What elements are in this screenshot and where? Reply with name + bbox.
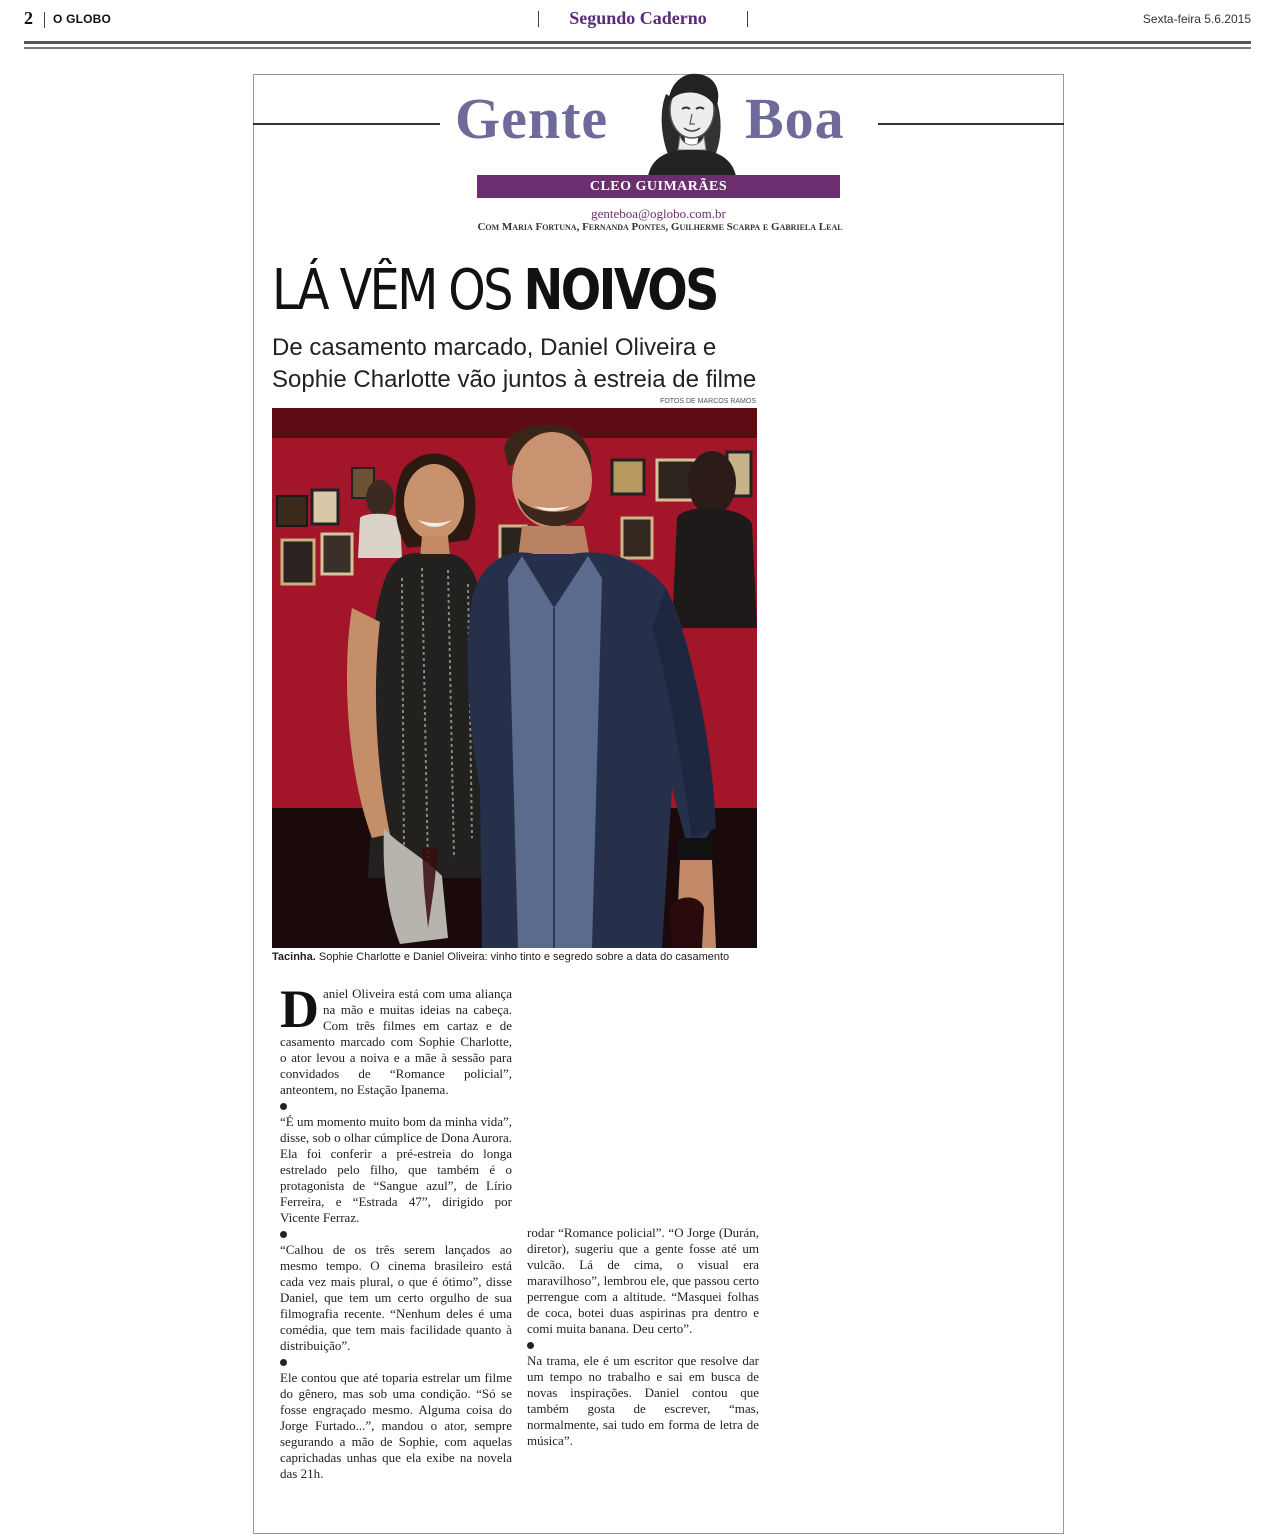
header-rule	[24, 47, 1251, 49]
caption-text: Sophie Charlotte e Daniel Oliveira: vinho tinto e segredo sobre a data do casamento	[315, 951, 730, 963]
section-name: Segundo Caderno	[538, 8, 738, 29]
bullet-separator	[280, 1359, 287, 1366]
page-header	[24, 8, 1251, 32]
paragraph: “Calhou de os três serem lançados ao mesmo tempo. O cinema brasileiro está cada vez mais plural, o que é ótimo”, disse Daniel, que tem um certo orgulho de sua filmografia recente. “Nenhum deles é uma comédia, que tem mais facilidade quanto à distribuição”.	[280, 1242, 512, 1353]
masthead-rule-left	[253, 123, 440, 125]
contributors-line: Com Maria Fortuna, Fernanda Pontes, Guilherme Scarpa e Gabriela Leal	[477, 221, 843, 233]
couple-photo	[272, 408, 757, 948]
caption-label: Tacinha.	[272, 951, 316, 963]
newspaper-name: O GLOBO	[53, 12, 112, 26]
headline-light: LÁ VÊM OS	[272, 258, 524, 323]
columnist-byline: CLEO GUIMARÃES	[477, 175, 840, 198]
article-column-1	[280, 979, 512, 1482]
article-column-2	[527, 1225, 759, 1449]
paragraph: Na trama, ele é um escritor que resolve dar um tempo no trabalho e sai em busca de novas inspirações. Daniel contou que também gosta de escrever, “mas, normalmente, sai tudo em forma de letra de música”.	[527, 1353, 759, 1448]
bullet-separator	[280, 1103, 287, 1110]
columnist-portrait	[636, 64, 744, 176]
page-number: 2	[24, 8, 33, 28]
issue-date: Sexta-feira 5.6.2015	[1142, 12, 1251, 26]
photo-caption	[272, 951, 752, 963]
photo-credit: FOTOS DE MARCOS RAMOS	[660, 398, 756, 405]
divider	[44, 12, 45, 28]
column-title-left: Gente	[455, 86, 609, 151]
paragraph: “É um momento muito bom da minha vida”, disse, sob o olhar cúmplice de Dona Aurora. Ela foi conferir a pré-estreia do longa estrelado pelo filho, que também é o protagonista de “Sangue azul”, de Lírio Ferreira, e “Estrada 47”, dirigido por Vicente Ferraz.	[280, 1114, 512, 1225]
masthead-rule-right	[878, 123, 1064, 125]
bullet-separator	[280, 1231, 287, 1238]
header-rule	[24, 41, 1251, 44]
paragraph: Ele contou que até toparia estrelar um filme do gênero, mas sob uma condição. “Só se fosse engraçado mesmo. Alguma coisa do Jorge Furtado...”, mandou o ator, sempre segurando a mão de Sophie, com aquelas caprichadas unhas que ela exibe na novela das 21h.	[280, 1370, 512, 1481]
article-headline	[272, 258, 717, 323]
paragraph: rodar “Romance policial”. “O Jorge (Durán, diretor), sugeriu que a gente fosse até um vulcão. Lá de cima, o visual era maravilhoso”, lembrou ele, que passou certo perrengue com a altitude. “Masquei folhas de coca, botei duas aspirinas pra dentro e comi muita banana. Deu certo”.	[527, 1225, 759, 1336]
paragraph-text: aniel Oliveira está com uma aliança na mão e muitas ideias na cabeça. Com três filmes em cartaz e de casamento marcado com Sophie Charlotte, o ator levou a noiva e a mãe à sessão para convidados de “Romance policial”, anteontem, no Estação Ipanema.	[280, 986, 512, 1097]
headline-bold: NOIVOS	[523, 258, 717, 323]
drop-cap: D	[280, 979, 319, 1039]
article-deck: De casamento marcado, Daniel Oliveira e Sophie Charlotte vão juntos à estreia de filme	[272, 334, 757, 393]
column-email[interactable]: genteboa@oglobo.com.br	[591, 206, 726, 221]
column-title-right: Boa	[745, 86, 845, 151]
paragraph	[280, 979, 512, 1098]
bullet-separator	[527, 1342, 534, 1349]
